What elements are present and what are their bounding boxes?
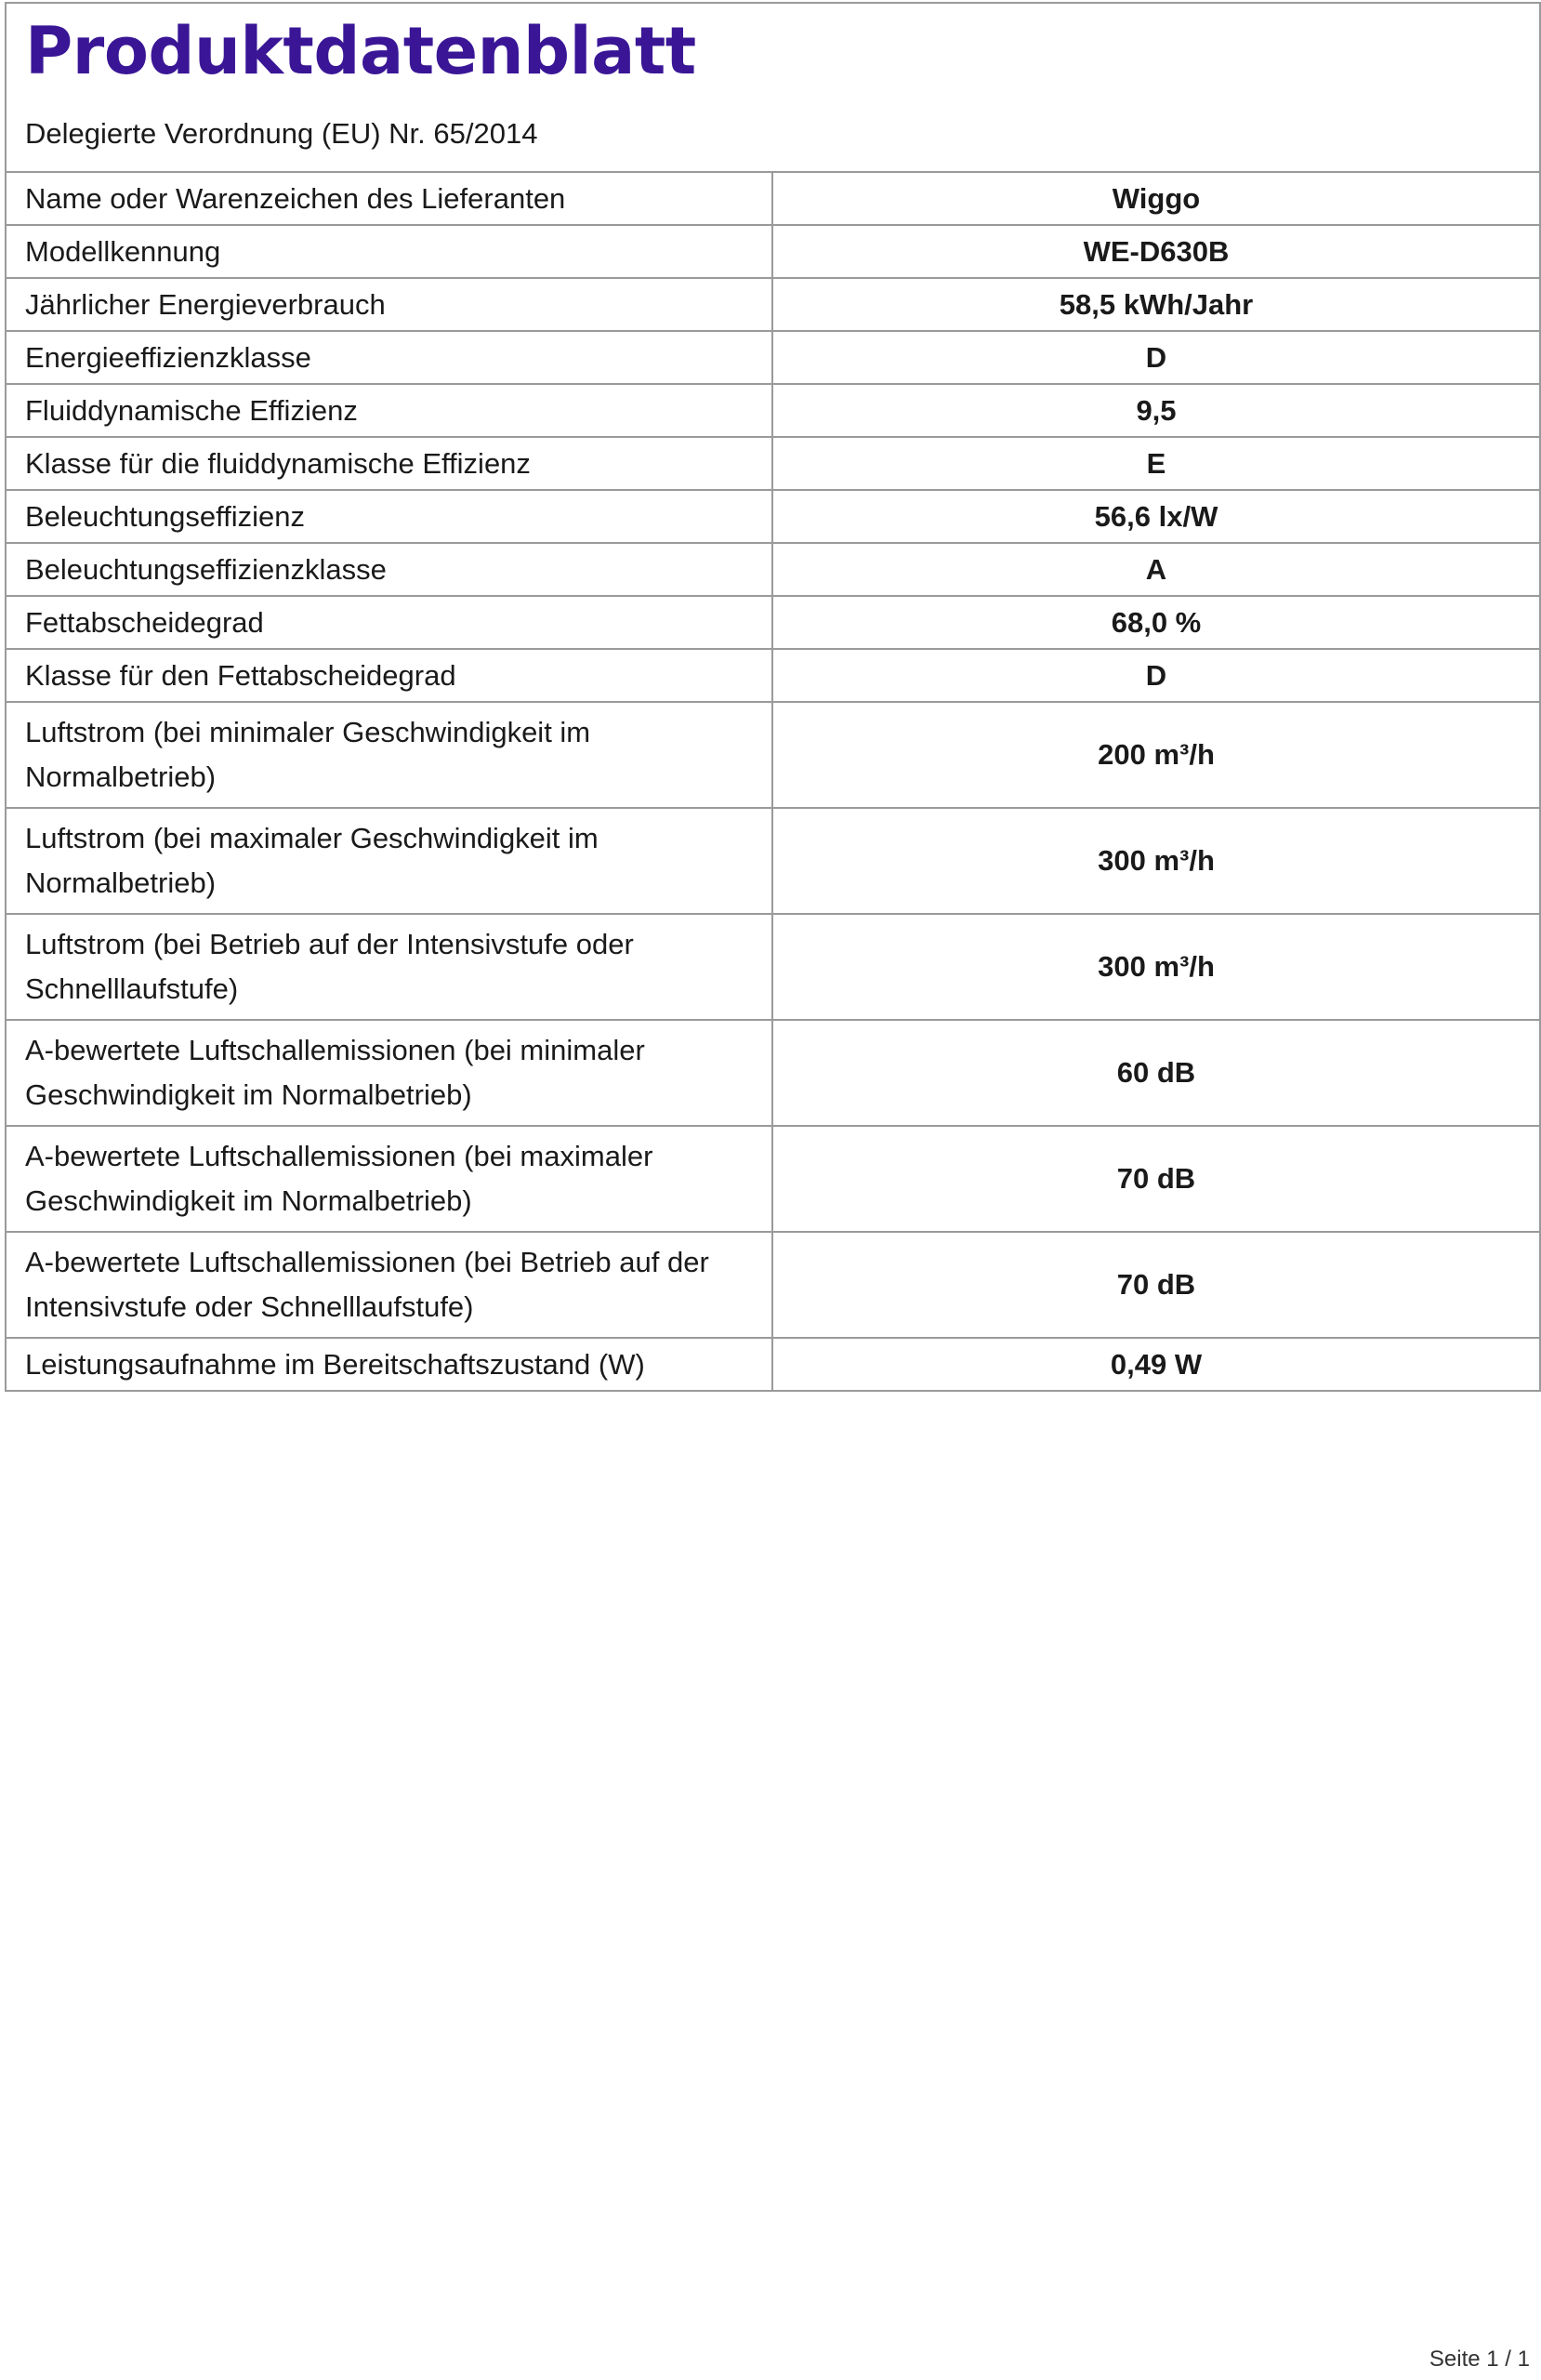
row-label: Modellkennung [7, 225, 772, 278]
table-row [7, 808, 1539, 914]
row-label: Beleuchtungseffizienz [7, 490, 772, 543]
table-row [7, 225, 1539, 278]
row-label: A-bewertete Luftschallemissionen (bei minimaler Geschwindigkeit im Normalbetrieb) [7, 1020, 772, 1126]
row-value: 0,49 W [772, 1338, 1539, 1390]
row-value: 56,6 lx/W [772, 490, 1539, 543]
row-value: 70 dB [772, 1232, 1539, 1338]
table-row [7, 437, 1539, 490]
row-value: 300 m³/h [772, 808, 1539, 914]
row-label: Klasse für die fluiddynamische Effizienz [7, 437, 772, 490]
row-label: Name oder Warenzeichen des Lieferanten [7, 173, 772, 225]
table-row [7, 596, 1539, 649]
row-value: 58,5 kWh/Jahr [772, 278, 1539, 331]
table-row [7, 1338, 1539, 1390]
table-row [7, 173, 1539, 225]
row-label: Fettabscheidegrad [7, 596, 772, 649]
table-row [7, 702, 1539, 808]
row-value: WE-D630B [772, 225, 1539, 278]
row-label: Beleuchtungseffizienzklasse [7, 543, 772, 596]
table-row [7, 490, 1539, 543]
product-data-sheet [5, 2, 1541, 1392]
row-value: E [772, 437, 1539, 490]
row-value: 68,0 % [772, 596, 1539, 649]
header-block [7, 4, 1539, 173]
row-value: 200 m³/h [772, 702, 1539, 808]
spec-table [7, 173, 1539, 1390]
row-label: Energieeffizienzklasse [7, 331, 772, 384]
row-label: Leistungsaufnahme im Bereitschaftszustand (W) [7, 1338, 772, 1390]
row-label: Luftstrom (bei minimaler Geschwindigkeit im Normalbetrieb) [7, 702, 772, 808]
table-row [7, 384, 1539, 437]
table-row [7, 1232, 1539, 1338]
row-value: 9,5 [772, 384, 1539, 437]
row-value: A [772, 543, 1539, 596]
table-row [7, 1126, 1539, 1232]
page-title: Produktdatenblatt [25, 13, 696, 89]
table-row [7, 1020, 1539, 1126]
row-value: D [772, 649, 1539, 702]
row-label: Luftstrom (bei maximaler Geschwindigkeit im Normalbetrieb) [7, 808, 772, 914]
regulation-reference: Delegierte Verordnung (EU) Nr. 65/2014 [25, 117, 538, 150]
row-label: Fluiddynamische Effizienz [7, 384, 772, 437]
page-number: Seite 1 / 1 [1429, 2347, 1530, 2372]
table-row [7, 278, 1539, 331]
row-value: 70 dB [772, 1126, 1539, 1232]
row-value: 300 m³/h [772, 914, 1539, 1020]
row-label: A-bewertete Luftschallemissionen (bei maximaler Geschwindigkeit im Normalbetrieb) [7, 1126, 772, 1232]
table-row [7, 649, 1539, 702]
table-row [7, 331, 1539, 384]
row-label: Luftstrom (bei Betrieb auf der Intensivstufe oder Schnelllaufstufe) [7, 914, 772, 1020]
row-label: Klasse für den Fettabscheidegrad [7, 649, 772, 702]
row-label: Jährlicher Energieverbrauch [7, 278, 772, 331]
row-value: Wiggo [1112, 181, 1201, 215]
row-label: A-bewertete Luftschallemissionen (bei Betrieb auf der Intensivstufe oder Schnelllaufstufe) [7, 1232, 772, 1338]
row-value: D [772, 331, 1539, 384]
table-row [7, 914, 1539, 1020]
table-row [7, 543, 1539, 596]
row-value: 60 dB [772, 1020, 1539, 1126]
